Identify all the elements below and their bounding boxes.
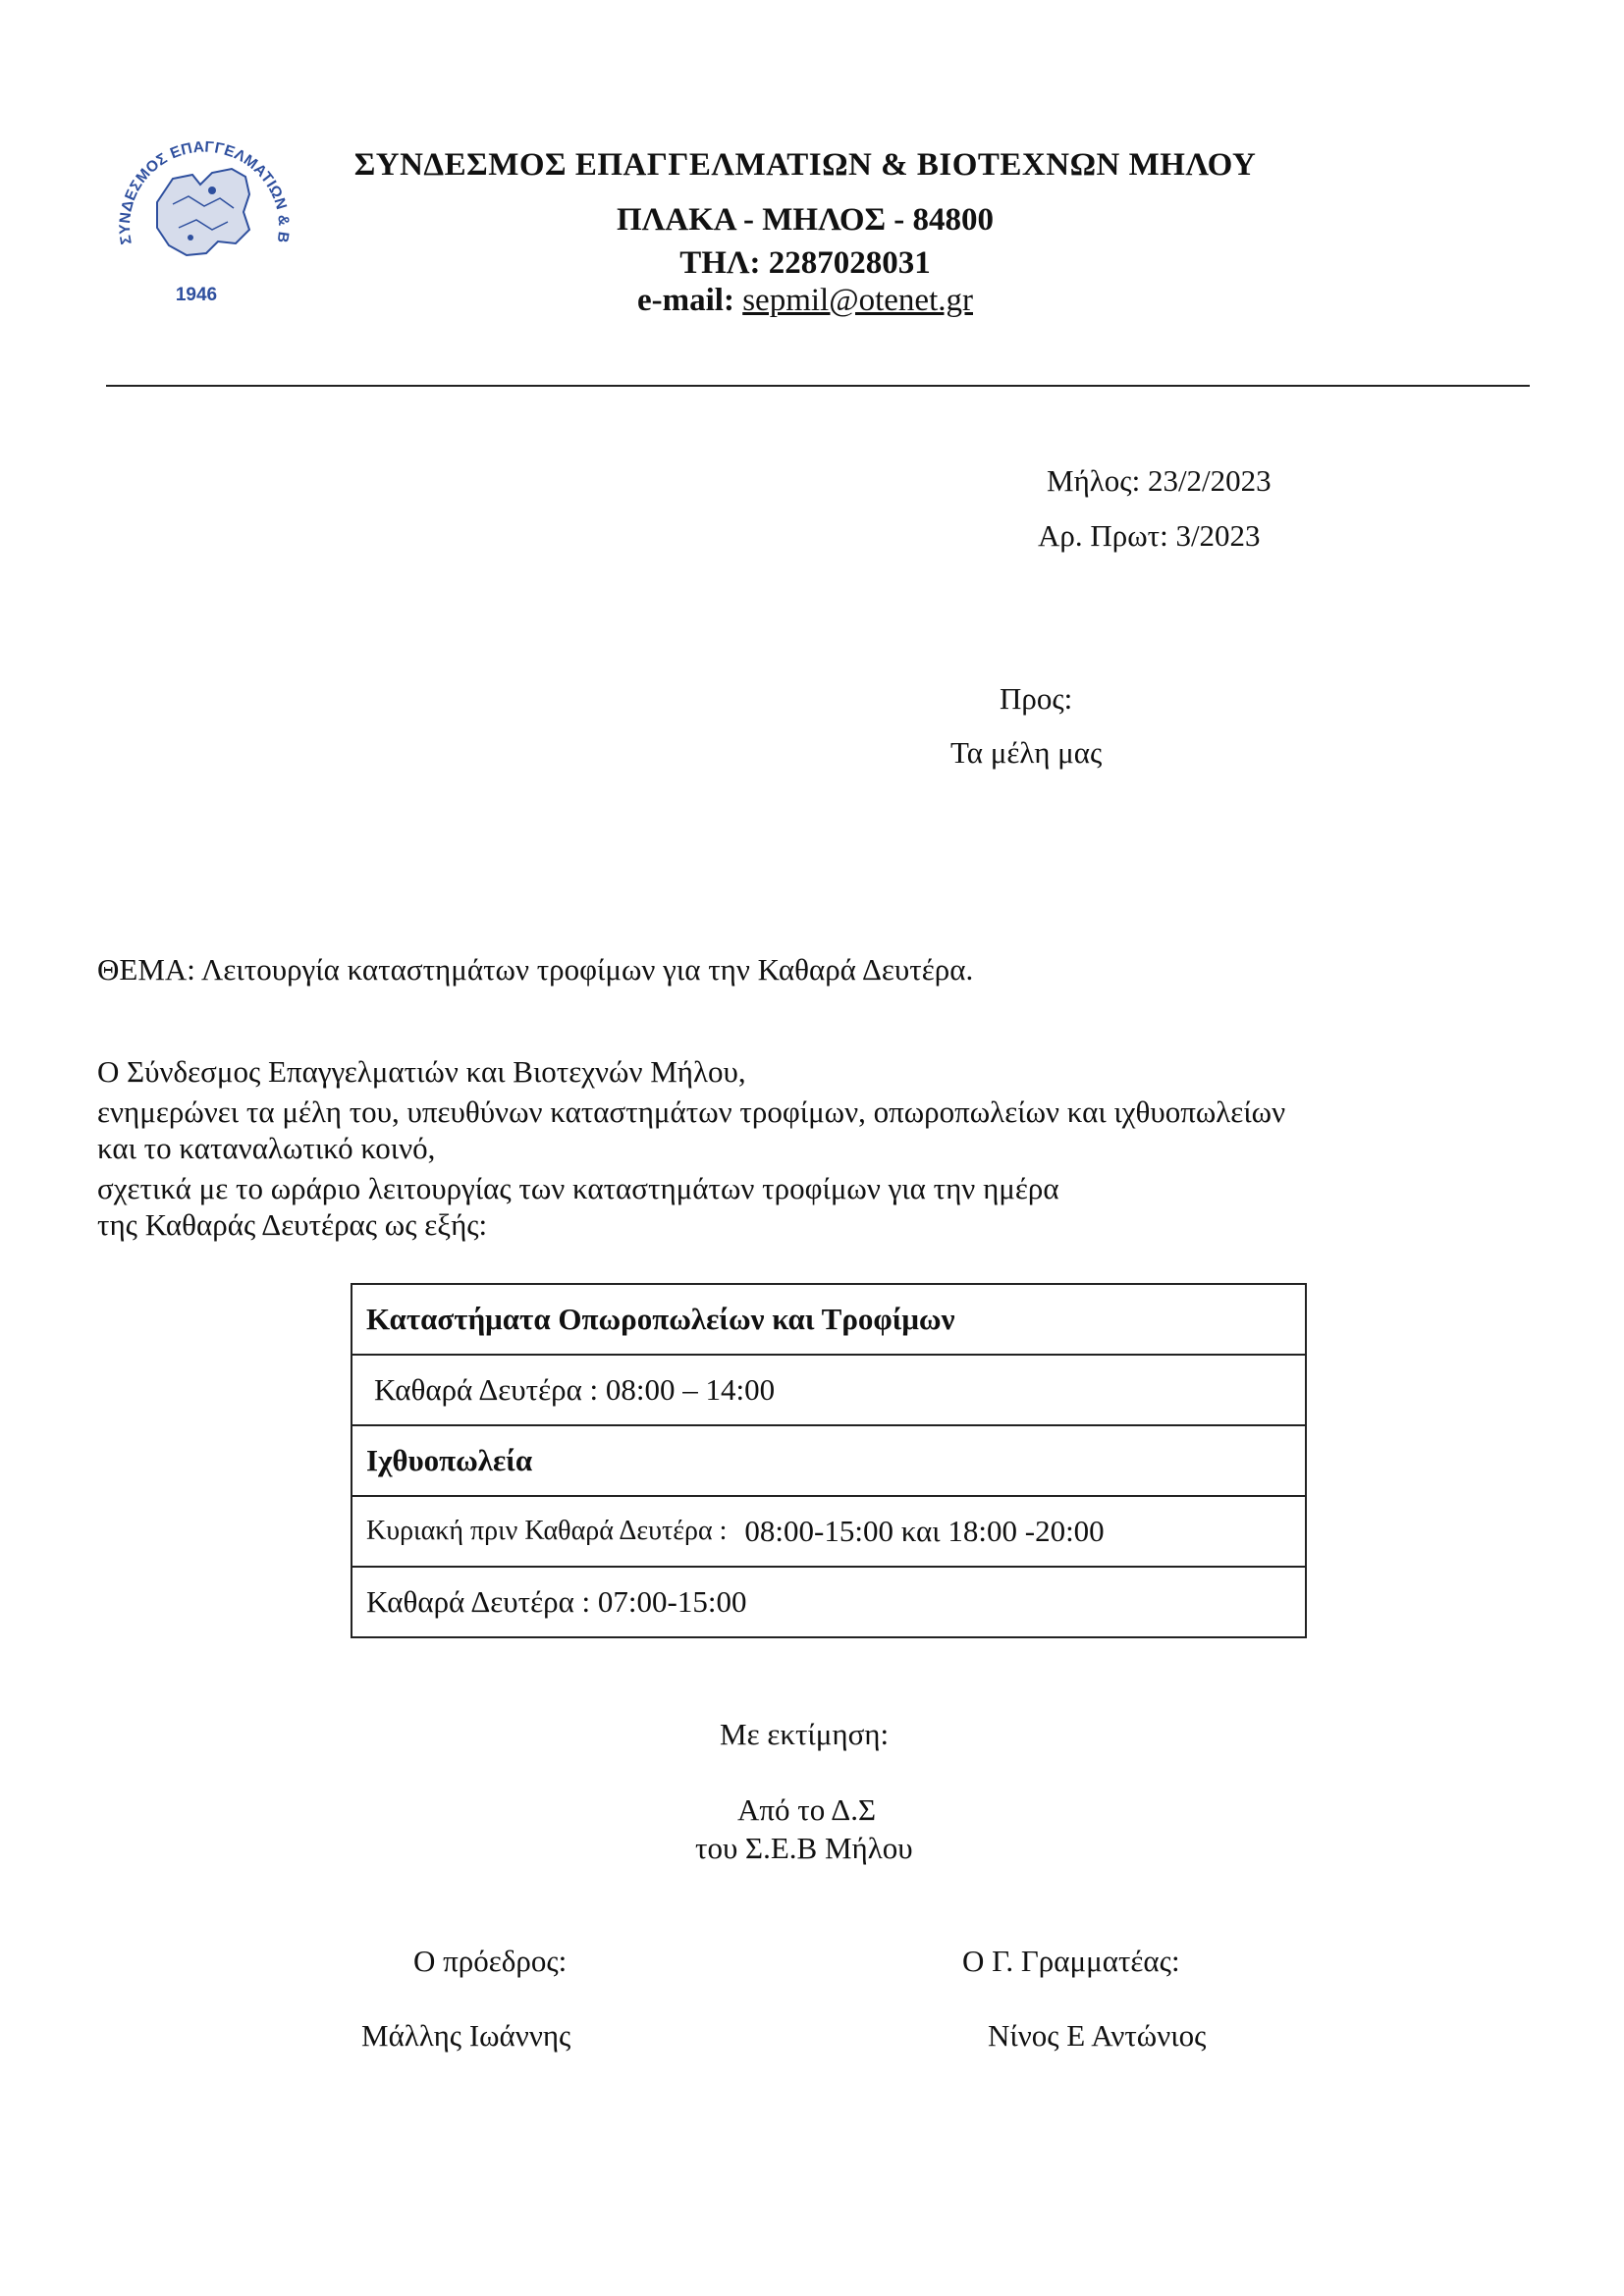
- secretary-title: Ο Γ. Γραμματέας:: [962, 1944, 1180, 1978]
- sunday-label: Κυριακή πριν Καθαρά Δευτέρα :: [366, 1516, 728, 1546]
- schedule-table: [351, 1283, 1307, 1638]
- secretary-name: Νίνος Ε Αντώνιος: [988, 2018, 1207, 2053]
- logo-emblem: [110, 96, 293, 318]
- date-line: Μήλος: 23/2/2023: [1047, 463, 1272, 498]
- email-label: e-mail:: [637, 283, 734, 318]
- logo-year: 1946: [175, 285, 218, 305]
- organization-name: ΣΥΝΔΕΣΜΟΣ ΕΠΑΓΓΕΛΜΑΤΙΩΝ & ΒΙΟΤΕΧΝΩΝ ΜΗΛΟΥ: [353, 147, 1257, 183]
- organization-logo: [110, 96, 293, 318]
- table-row: [352, 1497, 1305, 1568]
- protocol-number: Αρ. Πρωτ: 3/2023: [1038, 518, 1261, 553]
- organization-email: [285, 283, 1326, 319]
- groceries-hours: Καθαρά Δευτέρα : 08:00 – 14:00: [374, 1372, 776, 1407]
- organization-address: ΠΛΑΚΑ - ΜΗΛΟΣ - 84800: [616, 202, 995, 238]
- table-row: [352, 1426, 1305, 1497]
- section-title-fishmongers: Ιχθυοπωλεία: [366, 1443, 533, 1477]
- island-map-icon: [157, 169, 249, 255]
- body-line: σχετικά με το ωράριο λειτουργίας των καταστημάτων τροφίμων για την ημέρα: [97, 1171, 1059, 1205]
- closing-from-line1: Από το Δ.Σ: [737, 1792, 877, 1827]
- fishmongers-monday-hours: Καθαρά Δευτέρα : 07:00-15:00: [366, 1584, 747, 1619]
- body-line: Ο Σύνδεσμος Επαγγελματιών και Βιοτεχνών Μήλου,: [97, 1054, 746, 1089]
- organization-phone: ΤΗΛ: 2287028031: [679, 245, 931, 281]
- sunday-hours: 08:00-15:00 και 18:00 -20:00: [744, 1514, 1105, 1548]
- closing-from-line2: του Σ.Ε.Β Μήλου: [695, 1831, 913, 1865]
- table-row: [352, 1285, 1305, 1356]
- closing-regards: Με εκτίμηση:: [720, 1717, 890, 1751]
- subject-line: ΘΕΜΑ: Λειτουργία καταστημάτων τροφίμων για την Καθαρά Δευτέρα.: [97, 952, 974, 987]
- header-divider: [106, 385, 1530, 387]
- recipient-label: Προς:: [1000, 681, 1073, 716]
- email-link[interactable]: sepmil@otenet.gr: [742, 283, 973, 318]
- logo-arc-text: ΣΥΝΔΕΣΜΟΣ ΕΠΑΓΓΕΛΜΑΤΙΩΝ & Β: [116, 138, 293, 246]
- body-line: της Καθαράς Δευτέρας ως εξής:: [97, 1207, 488, 1242]
- body-line: και το καταναλωτικό κοινό,: [97, 1131, 436, 1165]
- body-line: ενημερώνει τα μέλη του, υπευθύνων καταστημάτων τροφίμων, οπωροπωλείων και ιχθυοπωλείων: [97, 1095, 1286, 1129]
- president-title: Ο πρόεδρος:: [413, 1944, 568, 1978]
- table-row: [352, 1356, 1305, 1426]
- section-title-groceries: Καταστήματα Οπωροπωλείων και Τροφίμων: [366, 1302, 955, 1336]
- recipient-name: Τα μέλη μας: [950, 735, 1103, 770]
- table-row: [352, 1568, 1305, 1636]
- president-name: Μάλλης Ιωάννης: [361, 2018, 571, 2053]
